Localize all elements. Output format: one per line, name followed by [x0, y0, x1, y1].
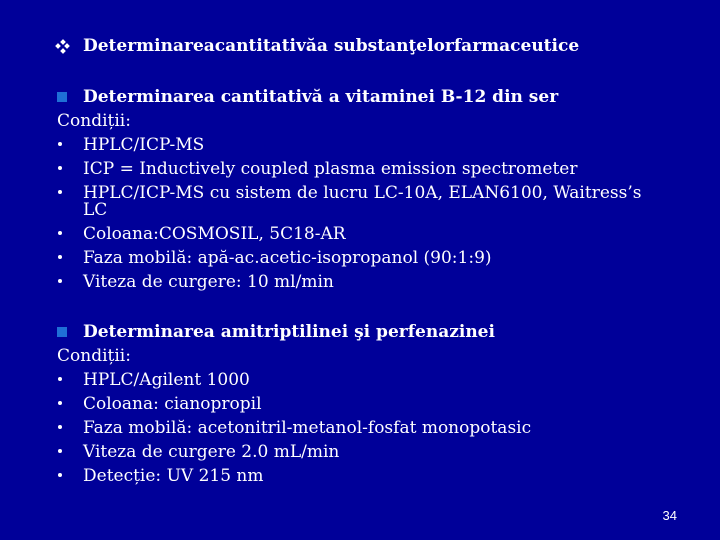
dot-bullet-icon: [58, 377, 62, 381]
conditions-list: [57, 368, 697, 488]
section-heading: Determinarea amitriptilinei şi perfenazinei: [83, 322, 495, 342]
list-item: Viteza de curgere 2.0 mL/min: [57, 440, 697, 464]
list-item: HPLC/Agilent 1000: [57, 368, 697, 392]
square-bullet-icon: [57, 92, 67, 102]
list-item: ICP = Inductively coupled plasma emission spectrometer: [57, 157, 697, 181]
dot-bullet-icon: [58, 401, 62, 405]
dot-bullet-icon: [58, 279, 62, 283]
dot-bullet-icon: [58, 449, 62, 453]
section-vitamin-b12: [57, 85, 697, 294]
slide-title: Determinareacantitativăa substanţelorfarmaceutice: [83, 36, 580, 56]
list-item: Coloana: cianopropil: [57, 392, 697, 416]
dot-bullet-icon: [58, 142, 62, 146]
dot-bullet-icon: [58, 231, 62, 235]
conditions-list: [57, 133, 697, 294]
dot-bullet-icon: [58, 166, 62, 170]
square-bullet-icon: [57, 327, 67, 337]
page-number: 34: [662, 508, 677, 523]
diamond-dots-icon: [56, 40, 69, 53]
dot-bullet-icon: [58, 255, 62, 259]
list-item: Viteza de curgere: 10 ml/min: [57, 270, 697, 294]
section-heading: Determinarea cantitativă a vitaminei B-12 din ser: [83, 87, 559, 107]
section-amitriptyline: [57, 320, 697, 488]
conditions-label: Condiții:: [57, 346, 131, 366]
list-item: Detecție: UV 215 nm: [57, 464, 697, 488]
list-item: Coloana:COSMOSIL, 5C18-AR: [57, 222, 697, 246]
dot-bullet-icon: [58, 425, 62, 429]
conditions-label: Condiții:: [57, 111, 131, 131]
slide-title-row: [56, 36, 579, 56]
list-item: Faza mobilă: acetonitril-metanol-fosfat monopotasic: [57, 416, 697, 440]
list-item: HPLC/ICP-MS cu sistem de lucru LC-10A, ELAN6100, Waitress’s LC: [57, 181, 697, 222]
list-item: Faza mobilă: apă-ac.acetic-isopropanol (90:1:9): [57, 246, 697, 270]
dot-bullet-icon: [58, 473, 62, 477]
list-item: HPLC/ICP-MS: [57, 133, 697, 157]
dot-bullet-icon: [58, 190, 62, 194]
